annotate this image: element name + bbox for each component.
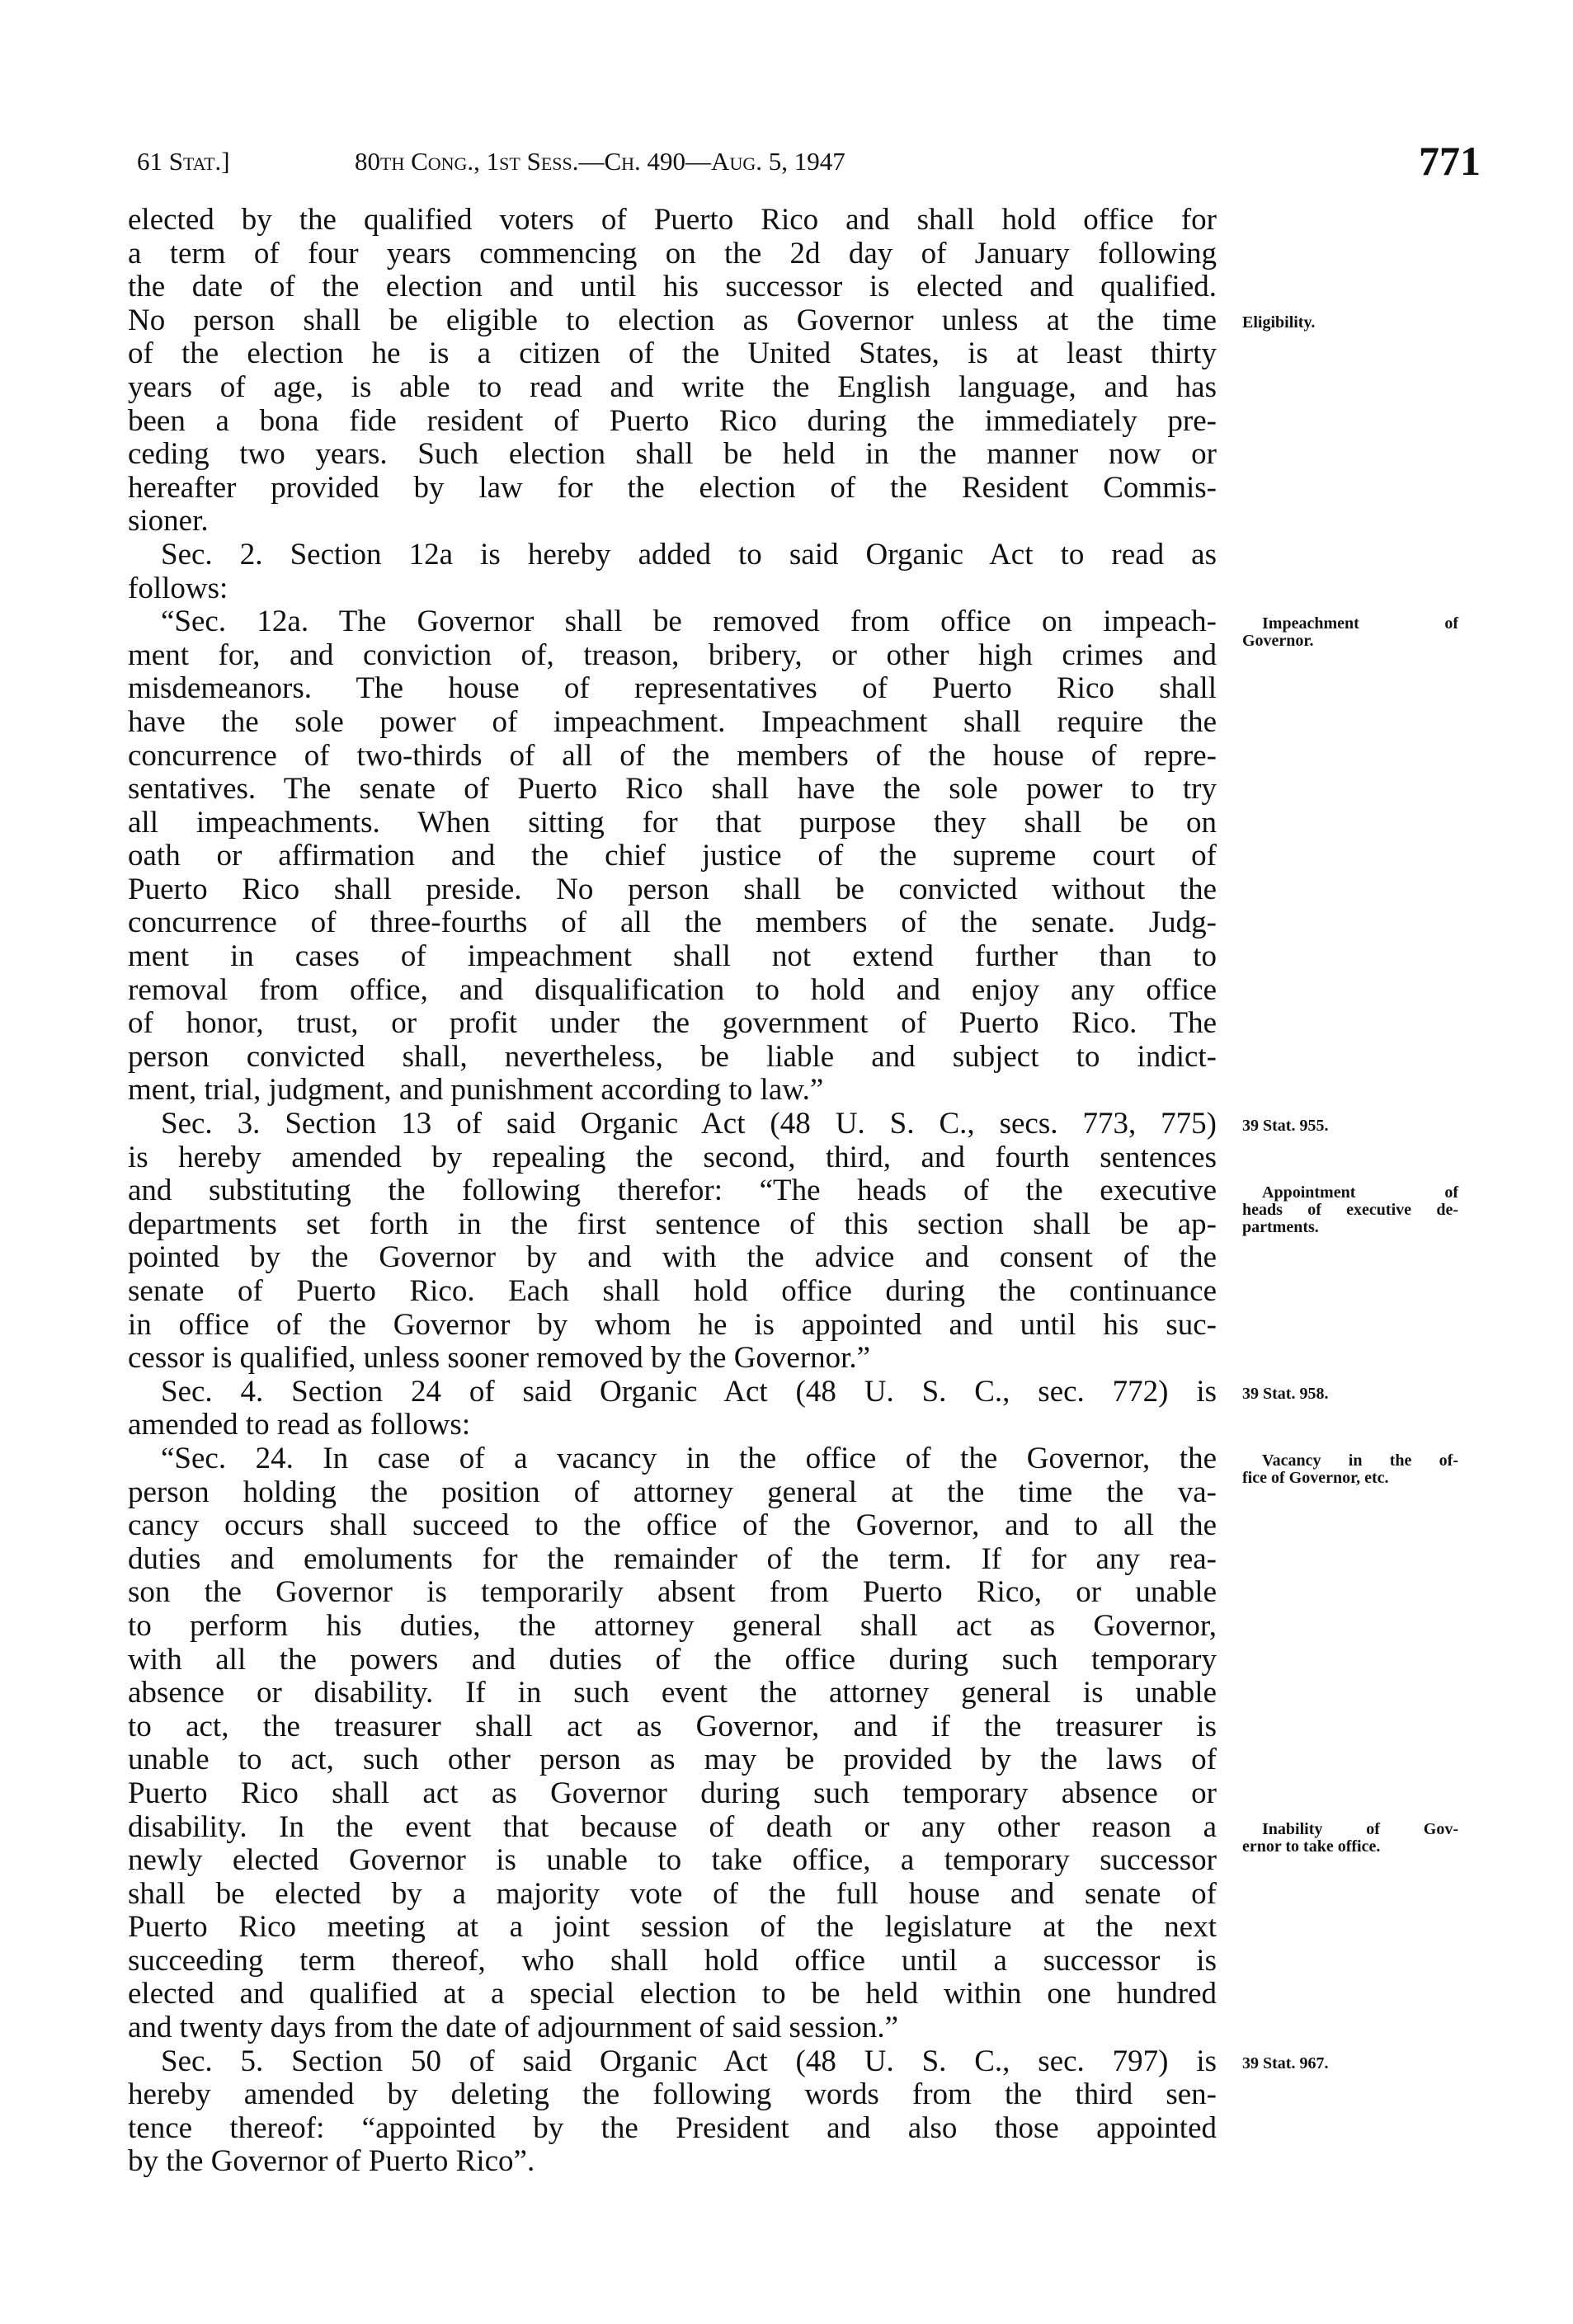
text-line: hereafter provided by law for the election of the Resident Commis- — [128, 471, 1217, 505]
text-line: a term of four years commencing on the 2d day of January following — [128, 237, 1217, 271]
text-line: to perform his duties, the attorney general shall act as Governor, — [128, 1609, 1217, 1643]
text-line: hereby amended by deleting the following words from the third sen- — [128, 2078, 1217, 2112]
margin-note — [1242, 2055, 1458, 2072]
running-head-session: 80th Cong., 1st Sess.—Ch. 490—Aug. 5, 1947 — [355, 147, 845, 176]
text-line: unable to act, such other person as may be provided by the laws of — [128, 1743, 1217, 1777]
text-line: ment for, and conviction of, treason, bribery, or other high crimes and — [128, 638, 1217, 672]
margin-note-line: Appointment of — [1262, 1183, 1458, 1202]
margin-note-line: Inability of Gov- — [1262, 1819, 1458, 1838]
text-line: with all the powers and duties of the office during such temporary — [128, 1643, 1217, 1677]
text-line: is hereby amended by repealing the second, third, and fourth sentences — [128, 1141, 1217, 1174]
text-line: newly elected Governor is unable to take office, a temporary successor — [128, 1844, 1217, 1878]
text-line: No person shall be eligible to election as Governor unless at the time — [128, 303, 1217, 337]
text-line: ment, trial, judgment, and punishment according to law.” — [128, 1074, 824, 1108]
text-line: follows: — [128, 572, 228, 605]
text-line: and substituting the following therefor: “The heads of the executive — [128, 1174, 1217, 1208]
text-line: elected and qualified at a special election to be held within one hundred — [128, 1978, 1217, 2011]
margin-note — [1242, 1385, 1458, 1403]
text-line: pointed by the Governor by and with the advice and consent of the — [128, 1241, 1217, 1275]
text-line: disability. In the event that because of death or any other reason a — [128, 1810, 1217, 1844]
margin-note-line: Eligibility. — [1242, 313, 1316, 332]
text-line: concurrence of two-thirds of all of the members of the house of repre- — [128, 739, 1217, 773]
margin-note-line: 39 Stat. 958. — [1242, 1385, 1329, 1403]
text-line: and twenty days from the date of adjournment of said session.” — [128, 2011, 899, 2045]
margin-note — [1242, 1184, 1458, 1236]
text-line: person convicted shall, nevertheless, be liable and subject to indict- — [128, 1040, 1217, 1074]
text-line: have the sole power of impeachment. Impeachment shall require the — [128, 705, 1217, 739]
page-number: 771 — [1419, 138, 1481, 184]
text-line: oath or affirmation and the chief justice of the supreme court of — [128, 840, 1217, 873]
text-line: Puerto Rico shall act as Governor during such temporary absence or — [128, 1776, 1217, 1810]
text-line: son the Governor is temporarily absent from Puerto Rico, or unable — [128, 1576, 1217, 1610]
text-line: amended to read as follows: — [128, 1409, 471, 1442]
margin-note-line: Vacancy in the of- — [1262, 1451, 1458, 1470]
text-line: Sec. 4. Section 24 of said Organic Act (48 U. S. C., sec. 772) is — [161, 1375, 1217, 1409]
text-line: sioner. — [128, 505, 209, 539]
text-line: misdemeanors. The house of representatives of Puerto Rico shall — [128, 672, 1217, 706]
text-line: senate of Puerto Rico. Each shall hold office during the continuance — [128, 1275, 1217, 1308]
text-line: departments set forth in the first sentence of this section shall be ap- — [128, 1207, 1217, 1241]
text-line: ment in cases of impeachment shall not extend further than to — [128, 940, 1217, 974]
text-line: Sec. 5. Section 50 of said Organic Act (48 U. S. C., sec. 797) is — [161, 2044, 1217, 2078]
text-line: elected by the qualified voters of Puerto Rico and shall hold office for — [128, 204, 1217, 237]
text-line: in office of the Governor by whom he is appointed and until his suc- — [128, 1308, 1217, 1342]
text-line: Puerto Rico shall preside. No person shall be convicted without the — [128, 873, 1217, 906]
margin-note — [1242, 314, 1458, 332]
text-line: all impeachments. When sitting for that purpose they shall be on — [128, 806, 1217, 840]
text-line: ceding two years. Such election shall be held in the manner now or — [128, 438, 1217, 472]
margin-note — [1242, 1821, 1458, 1856]
text-line: sentatives. The senate of Puerto Rico shall have the sole power to try — [128, 773, 1217, 807]
text-line: “Sec. 12a. The Governor shall be removed from office on impeach- — [161, 605, 1217, 639]
text-line: person holding the position of attorney general at the time the va- — [128, 1475, 1217, 1509]
text-line: cessor is qualified, unless sooner removed by the Governor.” — [128, 1342, 871, 1376]
margin-note-line: Impeachment of — [1262, 614, 1458, 633]
text-line: shall be elected by a majority vote of the full house and senate of — [128, 1877, 1217, 1911]
margin-note-line: partments. — [1242, 1218, 1319, 1237]
text-line: removal from office, and disqualification to hold and enjoy any office — [128, 973, 1217, 1007]
margin-note-line: ernor to take office. — [1242, 1837, 1381, 1856]
text-line: “Sec. 24. In case of a vacancy in the office of the Governor, the — [161, 1442, 1217, 1475]
text-line: Sec. 2. Section 12a is hereby added to said Organic Act to read as — [161, 538, 1217, 572]
margin-note-line: 39 Stat. 967. — [1242, 2054, 1329, 2072]
margin-note-line: heads of executive de- — [1242, 1201, 1458, 1220]
text-line: duties and emoluments for the remainder of the term. If for any rea- — [128, 1542, 1217, 1576]
margin-note-line: Governor. — [1242, 632, 1314, 651]
margin-note — [1242, 1117, 1458, 1135]
text-line: of the election he is a citizen of the United States, is at least thirty — [128, 337, 1217, 371]
margin-note-line: fice of Governor, etc. — [1242, 1469, 1389, 1488]
text-line: to act, the treasurer shall act as Governor, and if the treasurer is — [128, 1710, 1217, 1743]
text-line: cancy occurs shall succeed to the office of the Governor, and to all the — [128, 1509, 1217, 1543]
text-line: years of age, is able to read and write the English language, and has — [128, 370, 1217, 404]
margin-note-line: 39 Stat. 955. — [1242, 1117, 1329, 1136]
text-line: Sec. 3. Section 13 of said Organic Act (48 U. S. C., secs. 773, 775) — [161, 1108, 1217, 1141]
text-line: the date of the election and until his successor is elected and qualified. — [128, 271, 1217, 304]
statute-body-text — [128, 204, 1217, 2179]
running-head-volume: 61 Stat.] — [137, 147, 230, 176]
text-line: tence thereof: “appointed by the President and also those appointed — [128, 2111, 1217, 2145]
text-line: absence or disability. If in such event the attorney general is unable — [128, 1677, 1217, 1710]
text-line: been a bona fide resident of Puerto Rico during the immediately pre- — [128, 404, 1217, 438]
text-line: Puerto Rico meeting at a joint session of the legislature at the next — [128, 1911, 1217, 1945]
margin-note — [1242, 1452, 1458, 1487]
text-line: succeeding term thereof, who shall hold office until a successor is — [128, 1944, 1217, 1978]
text-line: concurrence of three-fourths of all the members of the senate. Judg- — [128, 906, 1217, 940]
text-line: by the Governor of Puerto Rico”. — [128, 2145, 535, 2179]
text-line: of honor, trust, or profit under the government of Puerto Rico. The — [128, 1007, 1217, 1041]
margin-note — [1242, 615, 1458, 650]
